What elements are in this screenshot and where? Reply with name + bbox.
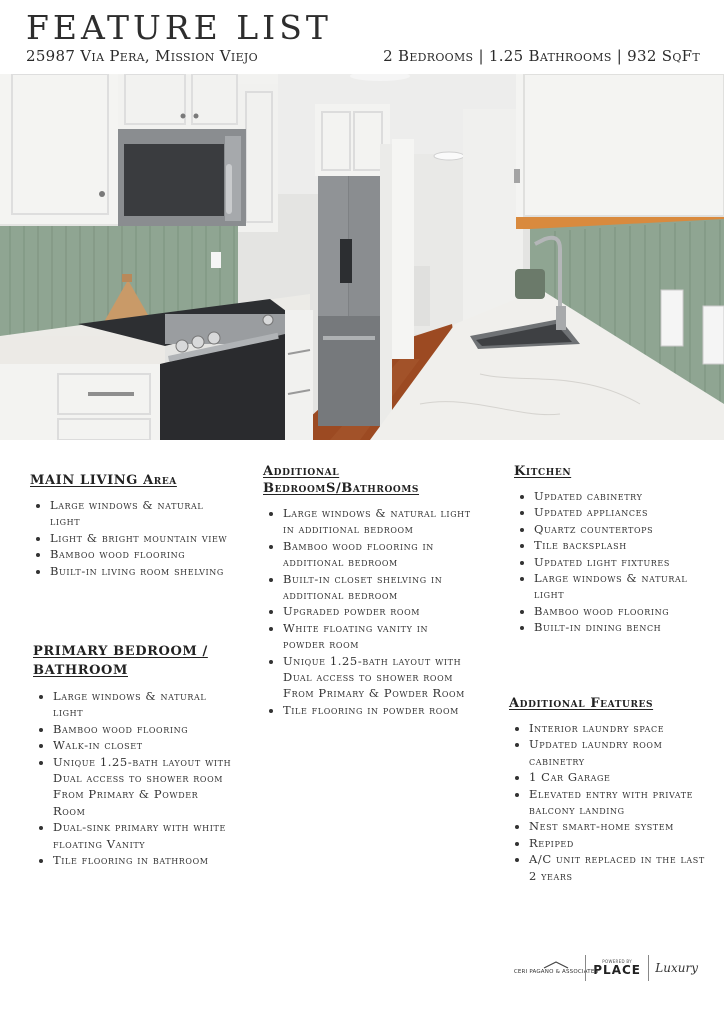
kitchen-heading: Kitchen (514, 464, 572, 479)
list-item: • Large windows & natural light (50, 497, 230, 530)
list-item: • Walk-in closet (53, 737, 233, 753)
place-logo-text: PLACE (593, 963, 641, 977)
additional-bedrooms-list (263, 505, 473, 718)
additional-bedrooms-heading: Additional BedroomS/Bathrooms (263, 464, 420, 496)
list-item: • Built-in dining bench (534, 619, 704, 635)
list-item: • Built-in living room shelving (50, 563, 230, 579)
additional-features-section (509, 695, 709, 884)
place-logo (592, 959, 642, 977)
additional-bedrooms-section (263, 463, 473, 718)
kitchen-list (514, 488, 704, 636)
primary-bedroom-section (33, 642, 233, 868)
list-item: • Dual-sink primary with white floating Vanity (53, 819, 233, 852)
brokerage-logos (513, 952, 698, 984)
property-address: 25987 Via Pera, Mission Viejo (26, 47, 258, 65)
agency-logo (513, 961, 599, 975)
additional-features-heading: Additional Features (509, 696, 654, 711)
list-item: • 1 Car Garage (529, 769, 709, 785)
place-logo-tagline: POWERED BY (602, 959, 632, 964)
list-item: • Updated light fixtures (534, 554, 704, 570)
list-item: • Unique 1.25-bath layout with Dual access to shower room From Primary & Powder Room (283, 653, 473, 702)
list-item: • White floating vanity in powder room (283, 620, 473, 653)
page-title: FEATURE LIST (26, 8, 332, 47)
logo-divider (648, 955, 649, 981)
list-item: • Bamboo wood flooring (534, 603, 704, 619)
agency-logo-text: CERI PAGANO & ASSOCIATES (513, 969, 599, 975)
list-item: • Upgraded powder room (283, 603, 473, 619)
list-item: • Updated laundry room cabinetry (529, 736, 709, 769)
main-living-list (30, 497, 230, 579)
luxury-logo: Luxury (655, 961, 698, 975)
list-item: • Tile flooring in powder room (283, 702, 473, 718)
kitchen-section (514, 463, 704, 636)
list-item: • Unique 1.25-bath layout with Dual access to shower room From Primary & Powder Room (53, 754, 233, 820)
list-item: • Built-in closet shelving in additional bedroom (283, 571, 473, 604)
list-item: • Bamboo wood flooring (53, 721, 233, 737)
list-item: • Bamboo wood flooring (50, 546, 230, 562)
list-item: • A/C unit replaced in the last 2 years (529, 851, 709, 884)
logo-divider (585, 955, 586, 981)
list-item: • Large windows & natural light in additional bedroom (283, 505, 473, 538)
list-item: • Nest smart-home system (529, 818, 709, 834)
list-item: • Large windows & natural light (534, 570, 704, 603)
list-item: • Light & bright mountain view (50, 530, 230, 546)
list-item: • Repiped (529, 835, 709, 851)
primary-bedroom-heading: PRIMARY BEDROOM / BATHROOM (33, 644, 208, 678)
list-item: • Quartz countertops (534, 521, 704, 537)
main-living-section (30, 472, 230, 579)
property-specs: 2 Bedrooms | 1.25 Bathrooms | 932 SqFt (383, 47, 700, 65)
kitchen-photo (0, 74, 724, 440)
list-item: • Interior laundry space (529, 720, 709, 736)
additional-features-list (509, 720, 709, 884)
list-item: • Bamboo wood flooring in additional bedroom (283, 538, 473, 571)
house-roof-icon (543, 961, 569, 969)
main-living-heading: MAIN LIVING Area (30, 473, 177, 488)
list-item: • Elevated entry with private balcony landing (529, 786, 709, 819)
list-item: • Tile backsplash (534, 537, 704, 553)
list-item: • Tile flooring in bathroom (53, 852, 233, 868)
list-item: • Updated cabinetry (534, 488, 704, 504)
list-item: • Updated appliances (534, 504, 704, 520)
list-item: • Large windows & natural light (53, 688, 233, 721)
primary-bedroom-list (33, 688, 233, 868)
